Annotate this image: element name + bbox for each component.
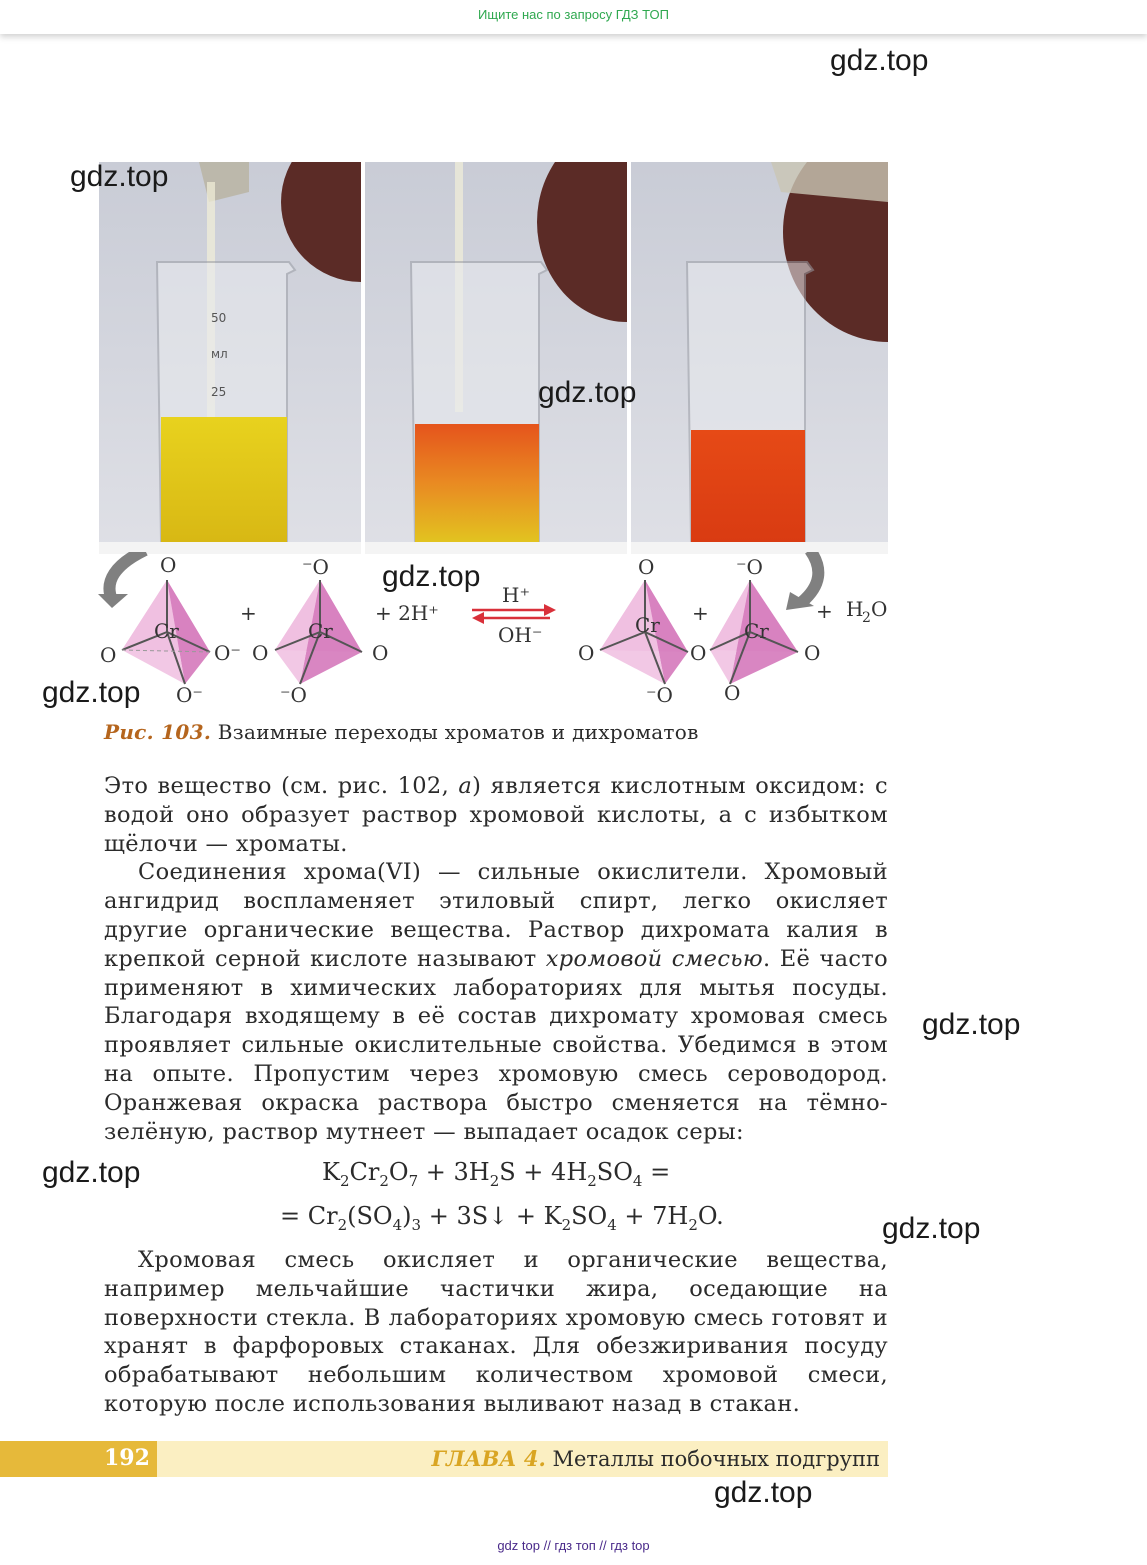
chromate-2-o-bottom: ⁻O: [280, 683, 307, 707]
dichromate-tetrahedron-1: [578, 555, 688, 707]
watermark: gdz.top: [714, 1476, 813, 1509]
dichromate-1-cr: Cr: [635, 613, 660, 637]
beaker-photo-3: [631, 162, 888, 554]
figure-number: Рис. 103.: [104, 720, 212, 744]
search-hint-link[interactable]: Ищите нас по запросу ГДЗ ТОП: [478, 7, 669, 22]
chromate-1-o-right: O⁻: [214, 641, 241, 665]
beaker-mark-ml: мл: [211, 347, 228, 361]
chromate-2-o-top: ⁻O: [302, 555, 329, 579]
watermark: gdz.top: [70, 160, 169, 193]
chromate-dichromate-scheme: [90, 552, 890, 712]
equation-line-2: = $Cr_2(SO_4)_3$ + 3S↓ + $K_2SO_4 + 7H_2O$.: [280, 1202, 724, 1234]
dichromate-1-o-top: O: [638, 555, 655, 579]
chromate-2-o-left: O: [252, 641, 269, 665]
watermark: gdz.top: [382, 560, 481, 593]
arrow-label-oh: OH⁻: [498, 623, 543, 647]
paragraph-1: Это вещество (см. рис. 102, а) является кислотным оксидом: с водой оно образует раствор хромовой кислоты, а с избытком щёлочи — хроматы.: [104, 773, 888, 857]
product-water-plus: +: [816, 599, 833, 623]
plus-2: +: [692, 601, 709, 625]
chromate-2-cr: Cr: [308, 619, 333, 643]
figure-caption: [104, 720, 699, 744]
page-footer: [0, 1441, 888, 1477]
plus-1: +: [240, 601, 257, 625]
dichromate-2-cr: Cr: [744, 619, 769, 643]
product-water-h: H: [846, 597, 864, 621]
arrow-label-h: H⁺: [502, 583, 530, 607]
chromate-1-o-top: O: [160, 553, 177, 577]
equation-line-1: $K_2Cr_2O_7 + 3H_2S + 4H_2SO_4$ =: [322, 1158, 671, 1190]
paragraph-3: Хромовая смесь окисляет и органические вещества, например мельчайшие частички жира, оседающие на поверхности стекла. В лабораториях хромовую смесь готовят и хранят в фарфоровых стаканах. Для обезжиривания посуду обрабатывают небольшим количеством хромовой смеси, которую после использования выливают назад в стакан.: [104, 1247, 888, 1417]
dichromate-2-o-right: O: [804, 641, 821, 665]
chromate-1-o-left: O: [100, 643, 117, 667]
beaker-mark-50: 50: [211, 311, 227, 325]
product-water-sub: 2: [862, 610, 871, 626]
watermark: gdz.top: [538, 376, 637, 409]
dichromate-1-o-bottom: ⁻O: [646, 683, 673, 707]
chromate-1-cr: Cr: [154, 619, 179, 643]
watermark: gdz.top: [882, 1212, 981, 1245]
bottom-links[interactable]: gdz top // гдз топ // гдз top: [497, 1538, 650, 1553]
body-text-top: [104, 772, 888, 1146]
beaker-mark-25: 25: [211, 385, 227, 399]
dichromate-tetrahedron-2: [710, 555, 820, 705]
dichromate-2-o-top: ⁻O: [736, 555, 763, 579]
beaker-photo-2: [365, 162, 627, 554]
dichromate-1-o-left: O: [578, 641, 595, 665]
watermark: gdz.top: [42, 676, 141, 709]
dichromate-2-o-bottom: O: [724, 681, 741, 705]
page-number: 192: [104, 1445, 150, 1471]
product-water-o: O: [871, 597, 888, 621]
watermark: gdz.top: [830, 44, 929, 77]
top-banner: [0, 0, 1147, 34]
reactant-2h: + 2H⁺: [375, 601, 439, 625]
beaker-photo-1: [99, 162, 361, 554]
chapter-title: ГЛАВА 4. Металлы побочных подгрупп: [431, 1446, 880, 1471]
watermark: gdz.top: [922, 1008, 1021, 1041]
bridge-oxygen: O: [690, 641, 707, 665]
chromate-2-o-right: O: [372, 641, 389, 665]
chromate-tetrahedron-2: [252, 555, 388, 707]
figure-caption-text: Взаимные переходы хроматов и дихроматов: [217, 720, 699, 744]
figure-103-photos: [99, 162, 888, 554]
body-text-bottom: [104, 1246, 888, 1419]
chromate-1-o-bottom: O⁻: [176, 683, 203, 707]
paragraph-2: Соединения хрома(VI) — сильные окислители. Хромовый ангидрид воспламеняет этиловый спирт, легко окисляет другие органические вещества. Раствор дихромата калия в крепкой серной кислоте называют хромовой смесью. Её часто применяют в химических лабораториях для мытья посуды. Благодаря входящему в её состав дихромату хромовая смесь проявляет сильные окислительные свойства. Убедимся в этом на опыте. Пропустим через хромовую смесь сероводород. Оранжевая окраска раствора быстро сменяется на тёмно-зелёную, раствор мутнеет — выпадает осадок серы:: [104, 859, 888, 1145]
watermark: gdz.top: [42, 1156, 141, 1189]
